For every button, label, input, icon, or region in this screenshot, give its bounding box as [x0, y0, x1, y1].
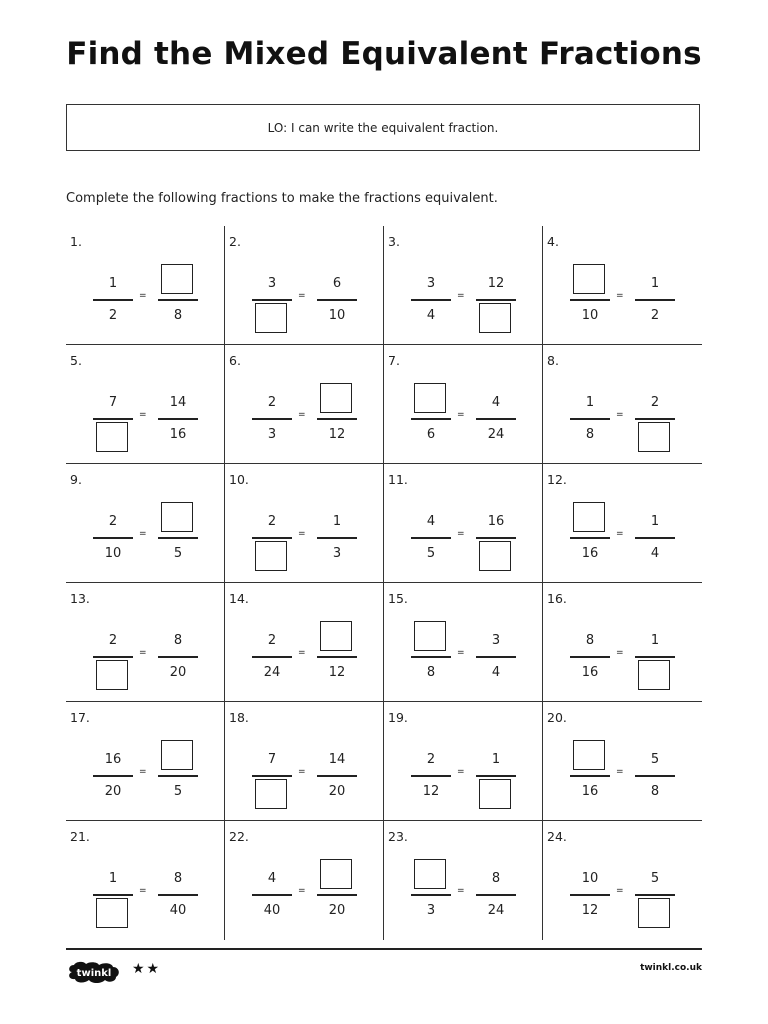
numerator: 6	[332, 276, 342, 291]
denominator: 8	[650, 784, 660, 799]
problem-cell	[225, 226, 384, 345]
denominator-answer-box[interactable]	[638, 898, 670, 928]
right-fraction	[635, 391, 675, 453]
left-fraction	[93, 272, 133, 334]
problem-cell	[384, 702, 543, 821]
problem-number: 20.	[547, 710, 567, 725]
denominator: 5	[173, 546, 183, 561]
denominator-answer-box[interactable]	[255, 779, 287, 809]
difficulty-stars: ★★	[132, 961, 162, 977]
fraction-bar	[411, 775, 451, 777]
fraction-bar	[93, 894, 133, 896]
numerator: 8	[173, 871, 183, 886]
right-fraction	[158, 867, 198, 929]
problem-cell	[225, 583, 384, 702]
problem-number: 5.	[70, 353, 82, 368]
denominator: 10	[104, 546, 122, 561]
fraction-bar	[158, 418, 198, 420]
problem-number: 3.	[388, 234, 400, 249]
instructions: Complete the following fractions to make the fractions equivalent.	[66, 191, 498, 206]
equals-sign: =	[616, 886, 624, 896]
denominator-answer-box[interactable]	[255, 541, 287, 571]
problem-number: 19.	[388, 710, 408, 725]
denominator: 3	[267, 427, 277, 442]
right-fraction	[635, 867, 675, 929]
numerator: 8	[585, 633, 595, 648]
problem-number: 22.	[229, 829, 249, 844]
fraction-bar	[93, 656, 133, 658]
fraction-bar	[252, 299, 292, 301]
numerator-answer-box[interactable]	[320, 859, 352, 889]
problem-number: 14.	[229, 591, 249, 606]
problem-number: 23.	[388, 829, 408, 844]
left-fraction	[411, 867, 451, 929]
twinkl-logo	[66, 960, 122, 984]
numerator: 2	[267, 514, 277, 529]
problem-cell	[66, 583, 225, 702]
problem-cell	[66, 821, 225, 940]
numerator: 2	[108, 514, 118, 529]
numerator-answer-box[interactable]	[320, 383, 352, 413]
problem-grid	[66, 226, 702, 941]
numerator: 4	[491, 395, 501, 410]
fraction-bar	[476, 299, 516, 301]
numerator-answer-box[interactable]	[573, 502, 605, 532]
numerator: 12	[487, 276, 505, 291]
numerator: 2	[650, 395, 660, 410]
numerator: 1	[108, 276, 118, 291]
equals-sign: =	[139, 410, 147, 420]
site-url: twinkl.co.uk	[640, 963, 702, 973]
fraction-bar	[411, 537, 451, 539]
fraction-bar	[635, 299, 675, 301]
fraction-bar	[93, 775, 133, 777]
equals-sign: =	[457, 410, 465, 420]
fraction-bar	[158, 775, 198, 777]
problem-number: 6.	[229, 353, 241, 368]
numerator-answer-box[interactable]	[573, 740, 605, 770]
problem-cell	[543, 464, 702, 583]
problem-number: 24.	[547, 829, 567, 844]
fraction-bar	[252, 775, 292, 777]
equals-sign: =	[298, 291, 306, 301]
equals-sign: =	[616, 767, 624, 777]
fraction-bar	[570, 775, 610, 777]
numerator: 4	[426, 514, 436, 529]
problem-cell	[384, 226, 543, 345]
fraction-bar	[476, 656, 516, 658]
footer-divider	[66, 948, 702, 950]
denominator: 16	[581, 546, 599, 561]
numerator-answer-box[interactable]	[320, 621, 352, 651]
numerator: 3	[426, 276, 436, 291]
left-fraction	[570, 272, 610, 334]
problem-number: 11.	[388, 472, 408, 487]
equals-sign: =	[139, 291, 147, 301]
equals-sign: =	[457, 648, 465, 658]
numerator: 2	[267, 395, 277, 410]
equals-sign: =	[616, 410, 624, 420]
denominator: 20	[169, 665, 187, 680]
right-fraction	[158, 629, 198, 691]
right-fraction	[635, 272, 675, 334]
denominator: 8	[173, 308, 183, 323]
problem-number: 21.	[70, 829, 90, 844]
right-fraction	[317, 272, 357, 334]
numerator: 5	[650, 752, 660, 767]
fraction-bar	[476, 775, 516, 777]
problem-cell	[384, 345, 543, 464]
left-fraction	[93, 867, 133, 929]
denominator: 3	[332, 546, 342, 561]
problem-number: 2.	[229, 234, 241, 249]
fraction-bar	[317, 894, 357, 896]
equals-sign: =	[457, 767, 465, 777]
fraction-bar	[476, 537, 516, 539]
equals-sign: =	[139, 529, 147, 539]
denominator: 24	[487, 903, 505, 918]
numerator-answer-box[interactable]	[414, 621, 446, 651]
right-fraction	[317, 629, 357, 691]
problem-cell	[66, 464, 225, 583]
left-fraction	[252, 510, 292, 572]
denominator-answer-box[interactable]	[255, 303, 287, 333]
fraction-bar	[252, 656, 292, 658]
left-fraction	[570, 391, 610, 453]
numerator: 2	[426, 752, 436, 767]
left-fraction	[570, 748, 610, 810]
fraction-bar	[570, 894, 610, 896]
page-title: Find the Mixed Equivalent Fractions	[66, 36, 702, 72]
fraction-bar	[476, 894, 516, 896]
equals-sign: =	[616, 648, 624, 658]
denominator: 8	[426, 665, 436, 680]
denominator: 2	[108, 308, 118, 323]
problem-cell	[66, 345, 225, 464]
fraction-bar	[252, 894, 292, 896]
left-fraction	[411, 748, 451, 810]
numerator: 1	[108, 871, 118, 886]
equals-sign: =	[298, 886, 306, 896]
learning-objective-box	[66, 104, 700, 151]
problem-cell	[543, 583, 702, 702]
left-fraction	[411, 510, 451, 572]
right-fraction	[158, 391, 198, 453]
numerator-answer-box[interactable]	[573, 264, 605, 294]
problem-cell	[543, 821, 702, 940]
denominator: 16	[169, 427, 187, 442]
equals-sign: =	[616, 291, 624, 301]
fraction-bar	[411, 894, 451, 896]
right-fraction	[635, 629, 675, 691]
right-fraction	[317, 748, 357, 810]
right-fraction	[476, 867, 516, 929]
problem-cell	[66, 702, 225, 821]
logo-text: twinkl	[76, 968, 112, 979]
denominator: 12	[422, 784, 440, 799]
numerator: 8	[491, 871, 501, 886]
numerator: 14	[328, 752, 346, 767]
denominator: 16	[581, 784, 599, 799]
fraction-bar	[635, 894, 675, 896]
right-fraction	[476, 391, 516, 453]
denominator: 4	[491, 665, 501, 680]
fraction-bar	[635, 775, 675, 777]
fraction-bar	[158, 894, 198, 896]
right-fraction	[317, 391, 357, 453]
denominator: 40	[169, 903, 187, 918]
left-fraction	[93, 391, 133, 453]
numerator: 16	[104, 752, 122, 767]
problem-number: 12.	[547, 472, 567, 487]
denominator: 12	[328, 665, 346, 680]
left-fraction	[570, 510, 610, 572]
equals-sign: =	[457, 529, 465, 539]
problem-number: 1.	[70, 234, 82, 249]
problem-cell	[225, 464, 384, 583]
numerator: 3	[491, 633, 501, 648]
fraction-bar	[570, 299, 610, 301]
denominator-answer-box[interactable]	[96, 422, 128, 452]
fraction-bar	[411, 418, 451, 420]
numerator: 14	[169, 395, 187, 410]
equals-sign: =	[298, 529, 306, 539]
left-fraction	[93, 510, 133, 572]
numerator-answer-box[interactable]	[161, 264, 193, 294]
equals-sign: =	[298, 410, 306, 420]
fraction-bar	[635, 656, 675, 658]
numerator: 16	[487, 514, 505, 529]
fraction-bar	[93, 299, 133, 301]
fraction-bar	[158, 299, 198, 301]
denominator-answer-box[interactable]	[96, 898, 128, 928]
fraction-bar	[252, 537, 292, 539]
denominator: 16	[581, 665, 599, 680]
right-fraction	[635, 748, 675, 810]
right-fraction	[476, 748, 516, 810]
denominator: 5	[173, 784, 183, 799]
denominator-answer-box[interactable]	[638, 422, 670, 452]
equals-sign: =	[139, 767, 147, 777]
left-fraction	[252, 867, 292, 929]
denominator: 12	[581, 903, 599, 918]
numerator: 2	[267, 633, 277, 648]
fraction-bar	[252, 418, 292, 420]
fraction-bar	[158, 537, 198, 539]
problem-number: 8.	[547, 353, 559, 368]
numerator: 1	[332, 514, 342, 529]
fraction-bar	[93, 418, 133, 420]
numerator: 8	[173, 633, 183, 648]
problem-cell	[66, 226, 225, 345]
problem-cell	[543, 702, 702, 821]
left-fraction	[252, 391, 292, 453]
denominator: 20	[104, 784, 122, 799]
equals-sign: =	[616, 529, 624, 539]
denominator: 5	[426, 546, 436, 561]
left-fraction	[252, 272, 292, 334]
numerator: 4	[267, 871, 277, 886]
equals-sign: =	[457, 291, 465, 301]
fraction-bar	[317, 775, 357, 777]
right-fraction	[476, 510, 516, 572]
numerator: 7	[108, 395, 118, 410]
right-fraction	[476, 272, 516, 334]
numerator: 10	[581, 871, 599, 886]
problem-cell	[225, 345, 384, 464]
denominator: 4	[650, 546, 660, 561]
problem-number: 15.	[388, 591, 408, 606]
left-fraction	[411, 629, 451, 691]
left-fraction	[570, 867, 610, 929]
denominator: 40	[263, 903, 281, 918]
numerator: 1	[491, 752, 501, 767]
denominator: 3	[426, 903, 436, 918]
fraction-bar	[158, 656, 198, 658]
right-fraction	[317, 867, 357, 929]
problem-cell	[225, 702, 384, 821]
fraction-bar	[93, 537, 133, 539]
problem-number: 13.	[70, 591, 90, 606]
numerator: 1	[650, 633, 660, 648]
fraction-bar	[635, 537, 675, 539]
problem-number: 18.	[229, 710, 249, 725]
denominator: 12	[328, 427, 346, 442]
fraction-bar	[476, 418, 516, 420]
fraction-bar	[411, 656, 451, 658]
denominator-answer-box[interactable]	[638, 660, 670, 690]
numerator: 7	[267, 752, 277, 767]
left-fraction	[411, 272, 451, 334]
denominator: 20	[328, 784, 346, 799]
numerator: 1	[585, 395, 595, 410]
problem-number: 7.	[388, 353, 400, 368]
left-fraction	[252, 748, 292, 810]
right-fraction	[317, 510, 357, 572]
denominator: 8	[585, 427, 595, 442]
left-fraction	[252, 629, 292, 691]
problem-cell	[384, 583, 543, 702]
denominator-answer-box[interactable]	[479, 779, 511, 809]
fraction-bar	[317, 299, 357, 301]
problem-cell	[225, 821, 384, 940]
problem-number: 4.	[547, 234, 559, 249]
equals-sign: =	[298, 648, 306, 658]
denominator: 4	[426, 308, 436, 323]
equals-sign: =	[457, 886, 465, 896]
left-fraction	[570, 629, 610, 691]
denominator: 10	[328, 308, 346, 323]
denominator: 24	[487, 427, 505, 442]
equals-sign: =	[139, 648, 147, 658]
fraction-bar	[570, 537, 610, 539]
numerator-answer-box[interactable]	[414, 859, 446, 889]
right-fraction	[158, 510, 198, 572]
fraction-bar	[635, 418, 675, 420]
fraction-bar	[317, 418, 357, 420]
denominator-answer-box[interactable]	[479, 541, 511, 571]
problem-number: 9.	[70, 472, 82, 487]
problem-cell	[384, 821, 543, 940]
learning-objective-text: LO: I can write the equivalent fraction.	[267, 120, 499, 135]
numerator: 5	[650, 871, 660, 886]
fraction-bar	[411, 299, 451, 301]
numerator: 2	[108, 633, 118, 648]
fraction-bar	[570, 418, 610, 420]
denominator: 2	[650, 308, 660, 323]
numerator-answer-box[interactable]	[161, 740, 193, 770]
right-fraction	[635, 510, 675, 572]
right-fraction	[158, 748, 198, 810]
denominator: 24	[263, 665, 281, 680]
left-fraction	[411, 391, 451, 453]
denominator: 20	[328, 903, 346, 918]
denominator: 10	[581, 308, 599, 323]
numerator: 1	[650, 276, 660, 291]
problem-cell	[543, 226, 702, 345]
fraction-bar	[317, 656, 357, 658]
right-fraction	[476, 629, 516, 691]
right-fraction	[158, 272, 198, 334]
denominator-answer-box[interactable]	[479, 303, 511, 333]
problem-number: 17.	[70, 710, 90, 725]
denominator: 6	[426, 427, 436, 442]
problem-cell	[543, 345, 702, 464]
numerator: 3	[267, 276, 277, 291]
fraction-bar	[570, 656, 610, 658]
equals-sign: =	[298, 767, 306, 777]
problem-number: 10.	[229, 472, 249, 487]
equals-sign: =	[139, 886, 147, 896]
numerator-answer-box[interactable]	[414, 383, 446, 413]
fraction-bar	[317, 537, 357, 539]
denominator-answer-box[interactable]	[96, 660, 128, 690]
left-fraction	[93, 629, 133, 691]
numerator-answer-box[interactable]	[161, 502, 193, 532]
problem-number: 16.	[547, 591, 567, 606]
problem-cell	[384, 464, 543, 583]
numerator: 1	[650, 514, 660, 529]
left-fraction	[93, 748, 133, 810]
